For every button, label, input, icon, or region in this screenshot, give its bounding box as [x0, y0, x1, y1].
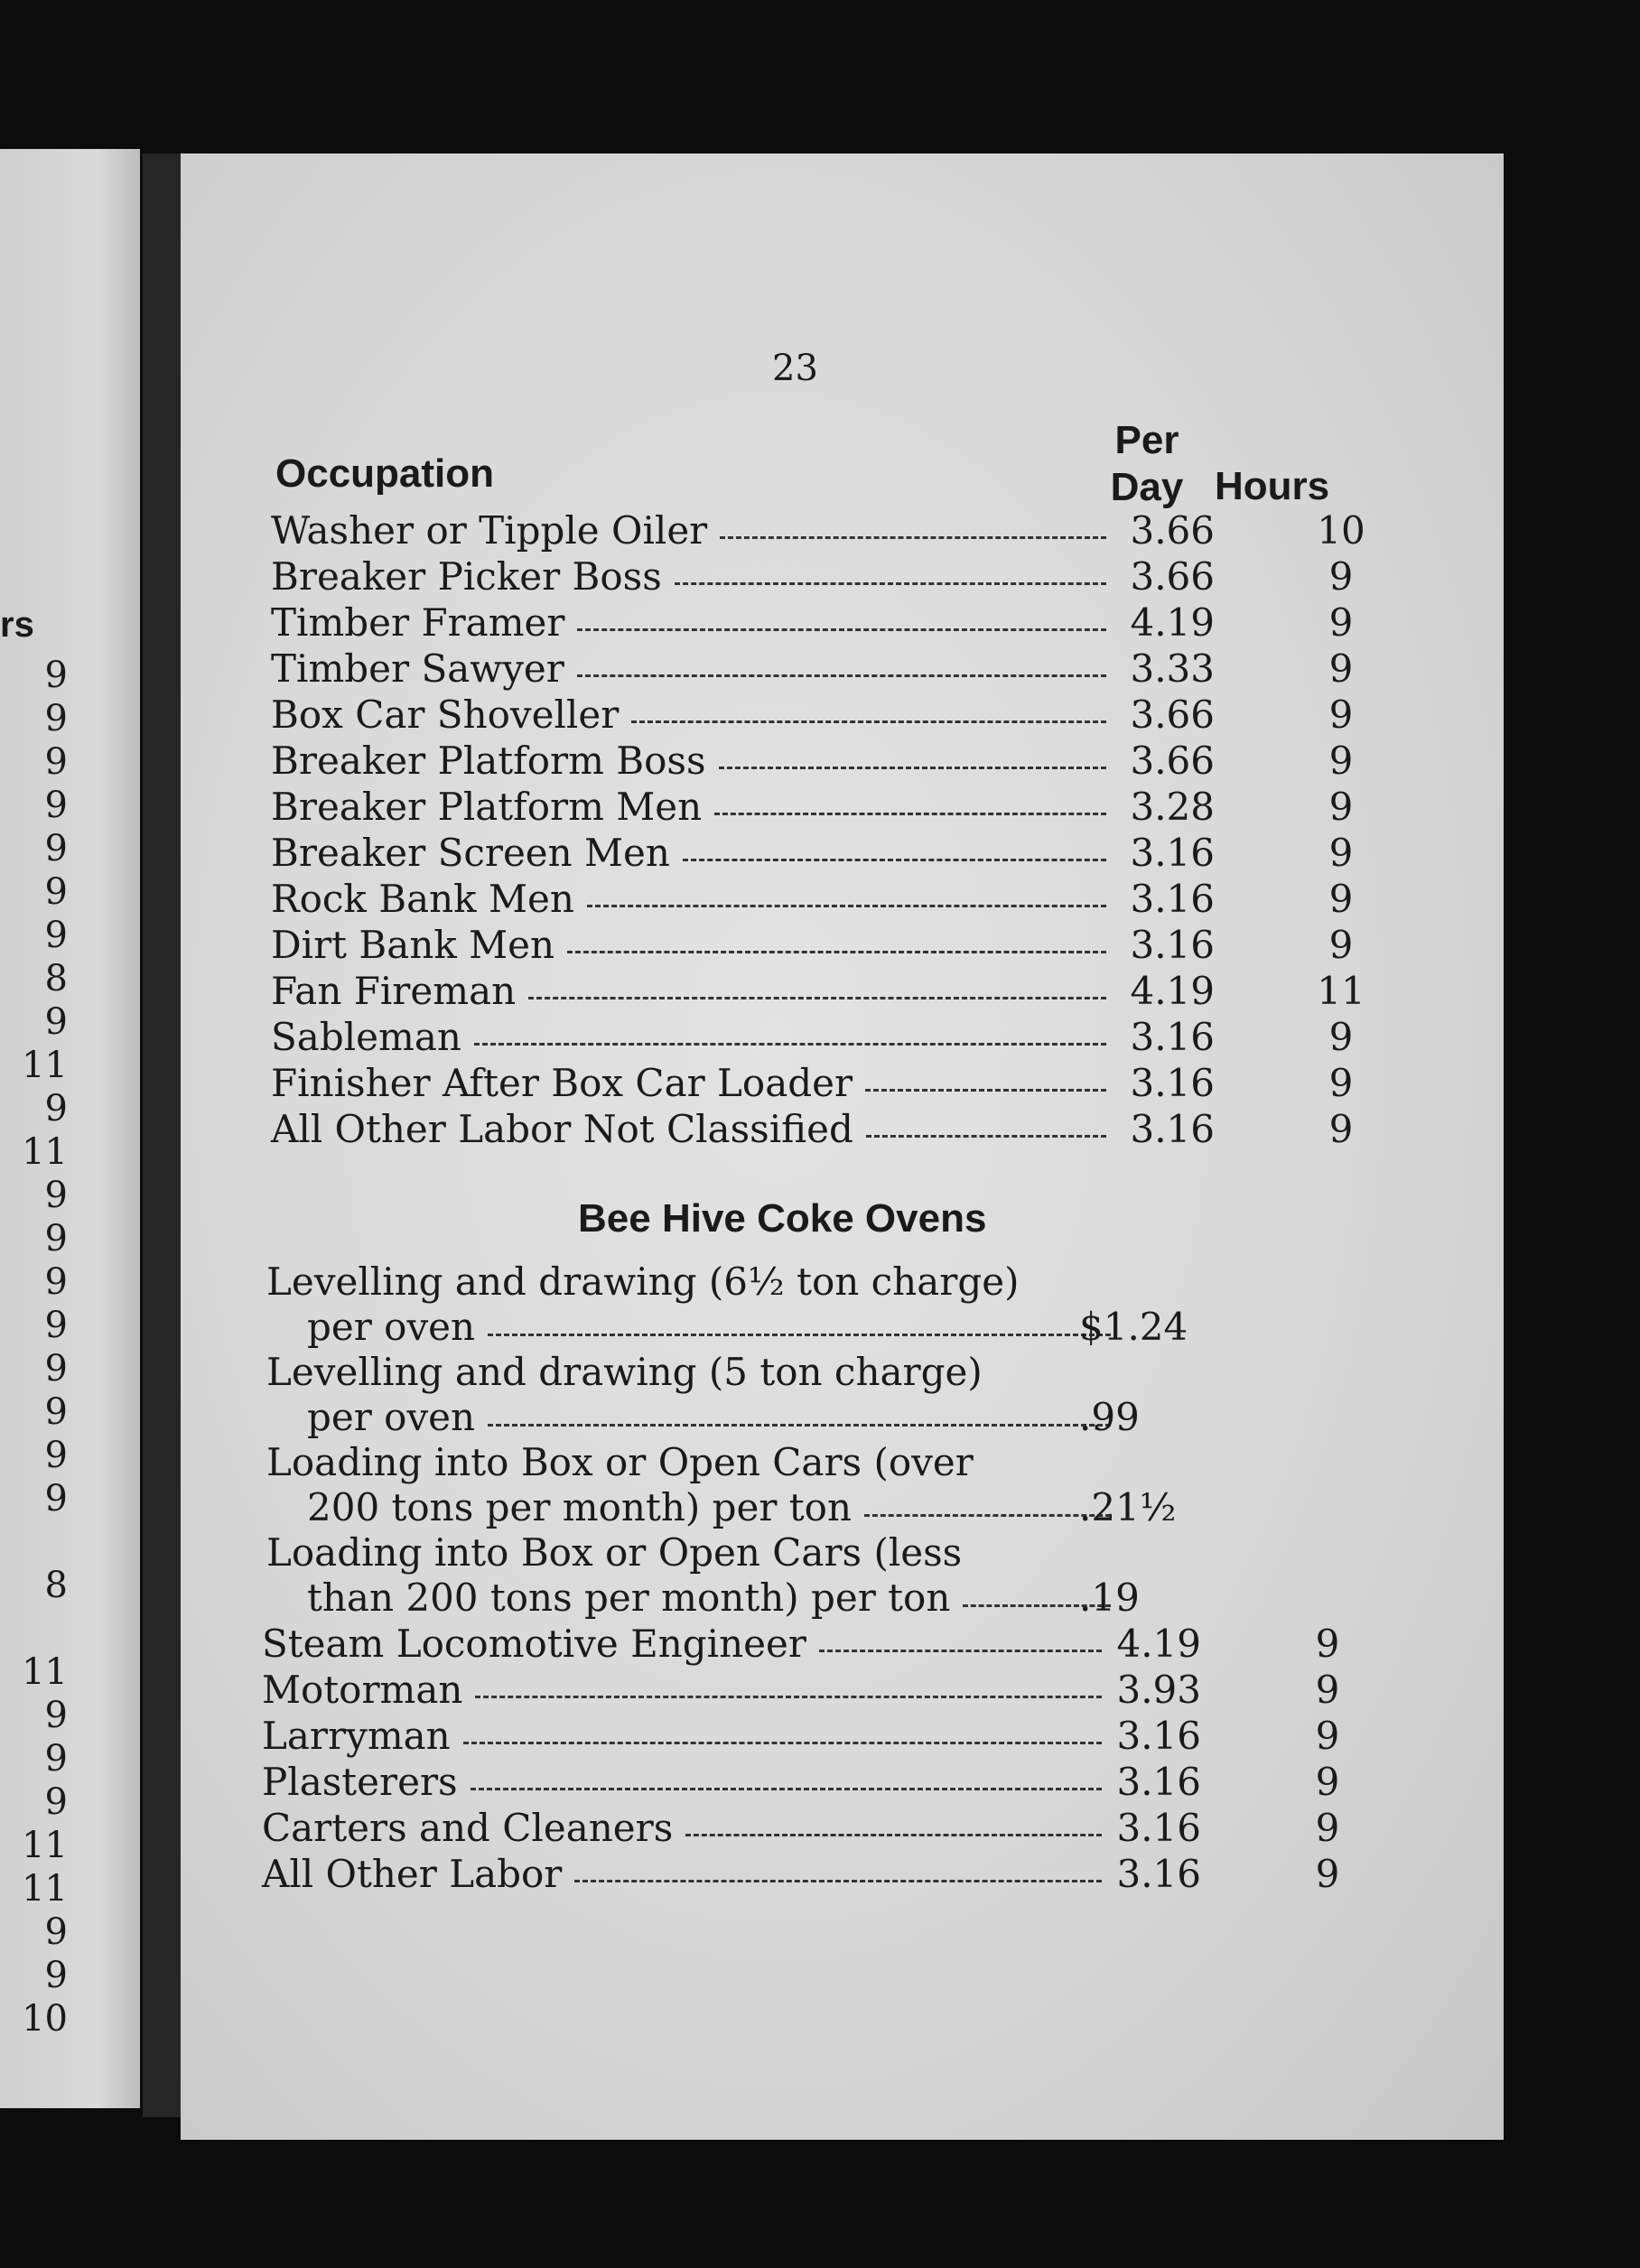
per-day-header	[1084, 417, 1210, 511]
occupation-name: Steam Locomotive Engineer	[262, 1622, 806, 1666]
rate-description: Levelling and drawing (6½ ton charge)	[266, 1259, 1020, 1304]
hours-value: 9	[1328, 831, 1354, 875]
day-header-line: Day	[1110, 465, 1184, 509]
occupation-name: Breaker Platform Men	[271, 785, 703, 829]
table-row	[262, 1851, 1373, 1897]
rate-value: .19	[1079, 1576, 1140, 1620]
left-hours-value: 9	[44, 1391, 68, 1433]
dot-leader	[574, 1880, 1102, 1882]
table-row	[262, 1621, 1373, 1667]
hours-value: 9	[1315, 1668, 1340, 1712]
occupation-name: Breaker Screen Men	[271, 831, 670, 875]
dot-leader	[577, 628, 1106, 631]
per-day-rate: 3.16	[1116, 1852, 1201, 1896]
dot-leader	[567, 951, 1106, 953]
dot-leader	[866, 1135, 1106, 1138]
hours-value: 10	[1317, 508, 1365, 553]
page-number: 23	[772, 348, 818, 389]
hours-value: 9	[1315, 1852, 1340, 1896]
table-row	[262, 1805, 1373, 1851]
rate-description: Loading into Box or Open Cars (over	[266, 1440, 974, 1484]
per-day-rate: 4.19	[1116, 1622, 1201, 1666]
occupation-name: Motorman	[262, 1668, 463, 1712]
per-day-rate: 3.16	[1130, 923, 1215, 967]
per-day-rate: 3.16	[1130, 877, 1215, 921]
hours-value: 9	[1315, 1760, 1340, 1804]
occupation-name: Plasterers	[262, 1760, 458, 1804]
left-hours-value: 9	[44, 1218, 68, 1259]
rate-unit: 200 tons per month) per ton	[307, 1485, 853, 1529]
table-row	[271, 784, 1373, 830]
occupation-name: Breaker Platform Boss	[271, 739, 706, 783]
dot-leader	[864, 1514, 1111, 1517]
rate-unit: than 200 tons per month) per ton	[307, 1576, 951, 1620]
occupation-name: Box Car Shoveller	[271, 692, 620, 737]
per-day-rate: 3.16	[1116, 1760, 1201, 1804]
rate-value: .21½	[1079, 1485, 1177, 1529]
per-day-rate: 3.16	[1130, 1015, 1215, 1059]
left-hours-value: 9	[44, 1955, 68, 1996]
hours-value: 9	[1328, 739, 1354, 783]
left-hours-value: 9	[44, 655, 68, 696]
left-hours-value: 8	[44, 1565, 68, 1606]
coke-oven-rates	[266, 1259, 1373, 1621]
rate-line	[266, 1395, 1373, 1440]
occupation-name: All Other Labor	[262, 1852, 563, 1896]
left-hours-value: 10	[22, 1998, 68, 2040]
dot-leader	[475, 1696, 1102, 1698]
occupation-name: Finisher After Box Car Loader	[271, 1061, 853, 1105]
per-day-rate: 3.16	[1130, 1061, 1215, 1105]
left-hours-value: 9	[44, 915, 68, 956]
rate-item	[266, 1530, 1373, 1621]
occupation-name: Larryman	[262, 1714, 451, 1758]
occupation-name: Washer or Tipple Oiler	[271, 508, 708, 553]
dot-leader	[587, 905, 1106, 907]
table-row	[271, 553, 1373, 600]
occupation-header: Occupation	[275, 451, 495, 496]
left-hours-value: 9	[44, 741, 68, 783]
table-row	[271, 1060, 1373, 1106]
occupation-name: Sableman	[271, 1015, 461, 1059]
hours-value: 9	[1315, 1622, 1340, 1666]
table-row	[262, 1713, 1373, 1759]
per-day-rate: 3.16	[1130, 831, 1215, 875]
left-hours-value: 9	[44, 1175, 68, 1216]
left-hours-value: 9	[44, 785, 68, 826]
left-hours-value: 9	[44, 1305, 68, 1346]
per-day-rate: 4.19	[1130, 600, 1215, 645]
dot-leader	[685, 1834, 1102, 1836]
table-row	[271, 600, 1373, 646]
table-row	[271, 738, 1373, 784]
per-day-rate: 3.16	[1130, 1107, 1215, 1151]
left-hours-value: 9	[44, 1738, 68, 1780]
table-row	[271, 692, 1373, 738]
dot-leader	[488, 1334, 1111, 1336]
left-hours-value: 11	[22, 1131, 68, 1173]
per-day-rate: 3.33	[1130, 646, 1215, 691]
occupation-name: Carters and Cleaners	[262, 1806, 674, 1850]
left-hours-value: 11	[22, 1651, 68, 1693]
dot-leader	[488, 1424, 1111, 1427]
rate-unit: per oven	[307, 1305, 476, 1349]
hours-value: 9	[1328, 1015, 1354, 1059]
dot-leader	[631, 720, 1106, 723]
section-title: Bee Hive Coke Ovens	[578, 1196, 987, 1241]
occupation-name: All Other Labor Not Classified	[271, 1107, 853, 1151]
hours-value: 9	[1315, 1714, 1340, 1758]
dot-leader	[865, 1089, 1106, 1092]
hours-value: 9	[1328, 877, 1354, 921]
table-row	[262, 1759, 1373, 1805]
left-hours-value: 9	[44, 1261, 68, 1303]
rate-value: .99	[1079, 1395, 1140, 1439]
per-day-rate: 4.19	[1130, 969, 1215, 1013]
dot-leader	[819, 1650, 1102, 1652]
table-row	[271, 646, 1373, 692]
hours-value: 9	[1328, 692, 1354, 737]
left-hours-value: 9	[44, 1435, 68, 1476]
table-row	[271, 830, 1373, 876]
left-hours-value: 9	[44, 1911, 68, 1953]
dot-leader	[577, 674, 1106, 677]
book-spine	[143, 153, 181, 2117]
left-hours-value: 8	[44, 958, 68, 999]
occupation-name: Breaker Picker Boss	[271, 554, 662, 599]
per-day-rate: 3.66	[1130, 554, 1215, 599]
hours-header: Hours	[1215, 464, 1330, 508]
dot-leader	[474, 1043, 1106, 1046]
left-hours-value: 9	[44, 871, 68, 913]
hours-value: 9	[1328, 646, 1354, 691]
rate-description: Levelling and drawing (5 ton charge)	[266, 1350, 983, 1394]
hours-value: 9	[1328, 1061, 1354, 1105]
dot-leader	[683, 859, 1106, 861]
dot-leader	[720, 536, 1106, 539]
hours-value: 9	[1328, 785, 1354, 829]
left-hours-value: 9	[44, 828, 68, 869]
coke-oven-occupations	[262, 1621, 1373, 1897]
occupation-name: Rock Bank Men	[271, 877, 574, 921]
rate-description: Loading into Box or Open Cars (less	[266, 1530, 963, 1575]
per-day-rate: 3.66	[1130, 508, 1215, 553]
table-row	[262, 1667, 1373, 1713]
per-header-line: Per	[1114, 418, 1179, 462]
dot-leader	[675, 582, 1106, 585]
rate-item	[266, 1350, 1373, 1440]
per-day-rate: 3.66	[1130, 692, 1215, 737]
table-row	[271, 968, 1373, 1014]
rate-unit: per oven	[307, 1395, 476, 1439]
table-row	[271, 507, 1373, 553]
hours-value: 9	[1328, 1107, 1354, 1151]
dot-leader	[463, 1742, 1102, 1744]
left-hours-value	[0, 1521, 68, 1565]
occupation-name: Fan Fireman	[271, 969, 517, 1013]
left-hours-value: 9	[44, 1695, 68, 1736]
dot-leader	[528, 997, 1106, 999]
left-hours-value: 11	[22, 1868, 68, 1910]
left-hours-value: 9	[44, 1001, 68, 1043]
per-day-rate: 3.93	[1116, 1668, 1201, 1712]
left-hours-value: 9	[44, 1478, 68, 1520]
table-row	[271, 922, 1373, 968]
left-hours-value	[0, 1608, 68, 1651]
rate-item	[266, 1259, 1373, 1350]
per-day-rate: 3.16	[1116, 1806, 1201, 1850]
per-day-rate: 3.66	[1130, 739, 1215, 783]
hours-value: 9	[1315, 1806, 1340, 1850]
occupation-name: Dirt Bank Men	[271, 923, 555, 967]
rate-line	[266, 1305, 1373, 1350]
left-page-edge	[0, 149, 140, 2108]
dot-leader	[714, 813, 1106, 815]
rate-item	[266, 1440, 1373, 1530]
occupation-table	[271, 507, 1373, 1152]
table-row	[271, 1106, 1373, 1152]
hours-value: 11	[1317, 969, 1365, 1013]
rate-line	[266, 1576, 1373, 1621]
dot-leader	[719, 767, 1106, 769]
occupation-name: Timber Sawyer	[271, 646, 564, 691]
hours-value: 9	[1328, 923, 1354, 967]
left-hours-value: 11	[22, 1045, 68, 1086]
hours-value: 9	[1328, 600, 1354, 645]
per-day-rate: 3.16	[1116, 1714, 1201, 1758]
left-hours-value: 9	[44, 1088, 68, 1129]
per-day-rate: 3.28	[1130, 785, 1215, 829]
left-hours-value: 9	[44, 698, 68, 739]
left-hours-value: 9	[44, 1781, 68, 1823]
table-row	[271, 876, 1373, 922]
left-page-header: rs	[0, 605, 34, 645]
dot-leader	[471, 1788, 1102, 1790]
occupation-name: Timber Framer	[271, 600, 565, 645]
table-row	[271, 1014, 1373, 1060]
left-hours-value: 11	[22, 1825, 68, 1866]
left-page-hours-column	[0, 655, 68, 2041]
rate-line	[266, 1485, 1373, 1530]
left-hours-value: 9	[44, 1348, 68, 1390]
hours-value: 9	[1328, 554, 1354, 599]
rate-value: $1.24	[1079, 1305, 1188, 1349]
